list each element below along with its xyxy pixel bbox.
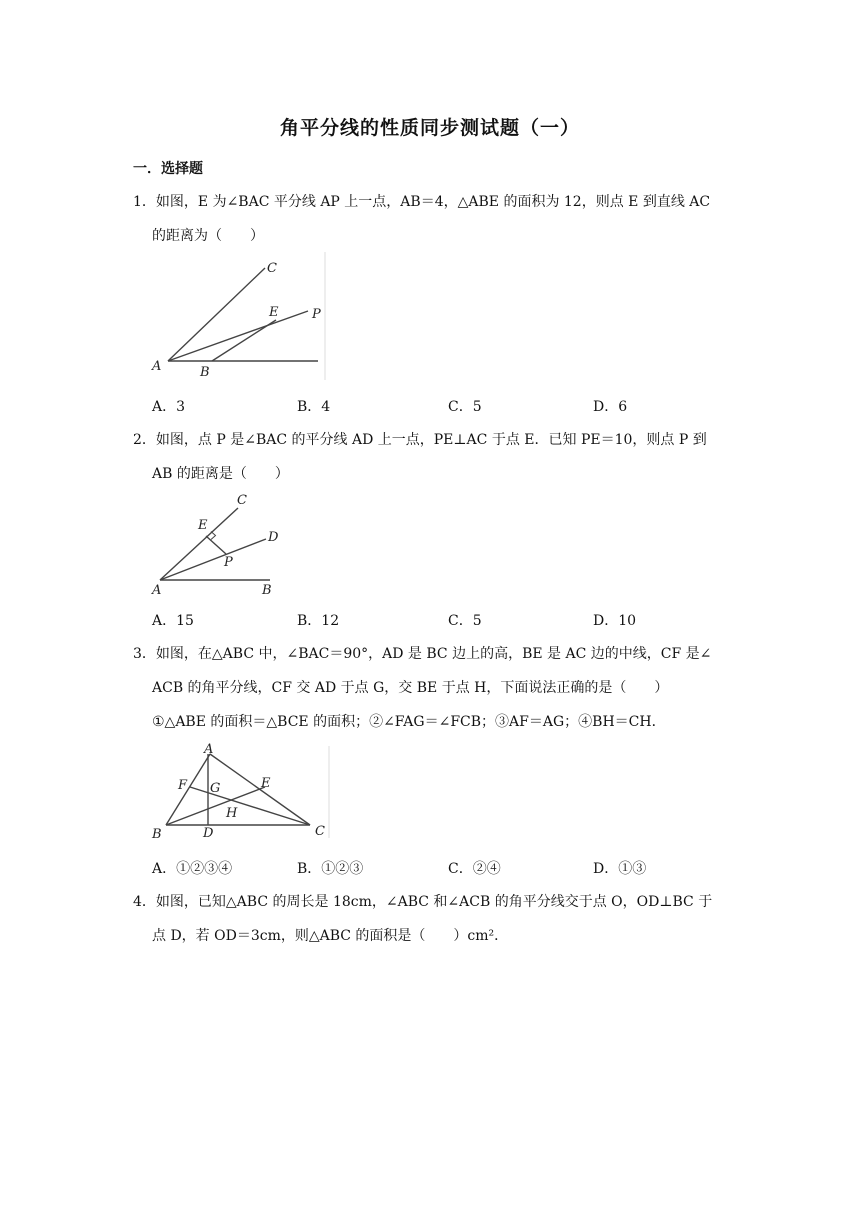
fig3-label-g: G (210, 781, 221, 796)
question-3-line-3: ①△ABE 的面积＝△BCE 的面积；②∠FAG＝∠FCB；③AF＝AG；④BH＝CH． (152, 714, 666, 730)
question-1-option-a[interactable]: A．3 (152, 399, 186, 415)
question-2-figure (150, 488, 290, 598)
question-3-option-c[interactable]: C．②④ (448, 861, 501, 877)
fig2-label-a: A (152, 583, 162, 598)
fig1-label-e: E (269, 305, 279, 320)
fig3-label-h: H (226, 806, 238, 821)
question-3-line-2: ACB 的角平分线，CF 交 AD 于点 G，交 BE 于点 H，下面说法正确的是（ ） (152, 680, 669, 696)
question-3-option-a[interactable]: A．①②③④ (152, 861, 233, 877)
question-2-line-2: AB 的距离是（ ） (152, 466, 289, 482)
fig2-label-b: B (262, 583, 272, 598)
question-3-option-b[interactable]: B．①②③ (297, 861, 364, 877)
question-3-figure (148, 742, 338, 842)
fig1-label-a: A (152, 359, 162, 374)
fig3-label-d: D (203, 826, 214, 841)
question-1-option-b[interactable]: B．4 (297, 399, 331, 415)
fig1-label-b: B (200, 365, 210, 380)
fig3-label-e: E (261, 776, 271, 791)
page-title: 角平分线的性质同步测试题（一） (279, 117, 580, 139)
question-3-line-1: 3．如图，在△ABC 中，∠BAC＝90°，AD 是 BC 边上的高，BE 是 AC 边的中线，CF 是∠ (133, 646, 712, 662)
fig3-label-b: B (152, 827, 162, 842)
question-4-line-2: 点 D，若 OD＝3cm，则△ABC 的面积是（ ）cm²． (152, 928, 509, 944)
fig1-label-c: C (267, 261, 277, 276)
question-2-option-c[interactable]: C．5 (448, 613, 482, 629)
fig2-label-d: D (268, 530, 279, 545)
question-2-option-d[interactable]: D．10 (593, 613, 637, 629)
fig1-label-p: P (312, 307, 321, 322)
question-3-option-d[interactable]: D．①③ (593, 861, 647, 877)
question-2-option-b[interactable]: B．12 (297, 613, 340, 629)
question-1-line-2: 的距离为（ ） (152, 228, 264, 244)
question-1-option-c[interactable]: C．5 (448, 399, 482, 415)
question-4-line-1: 4．如图，已知△ABC 的周长是 18cm，∠ABC 和∠ACB 的角平分线交于点 O，OD⊥BC 于 (133, 894, 713, 910)
question-2-option-a[interactable]: A．15 (152, 613, 194, 629)
fig2-label-c: C (237, 493, 247, 508)
fig3-label-f: F (178, 778, 188, 793)
question-1-figure (150, 252, 330, 382)
section-heading: 一．选择题 (133, 161, 203, 177)
fig3-label-c: C (315, 824, 325, 839)
fig3-label-a: A (204, 742, 214, 757)
question-1-line-1: 1．如图，E 为∠BAC 平分线 AP 上一点，AB＝4，△ABE 的面积为 12，则点 E 到直线 AC (133, 194, 711, 210)
fig2-label-e: E (198, 518, 208, 533)
question-1-option-d[interactable]: D．6 (593, 399, 628, 415)
fig2-label-p: P (224, 555, 233, 570)
question-2-line-1: 2．如图，点 P 是∠BAC 的平分线 AD 上一点，PE⊥AC 于点 E．已知 PE＝10，则点 P 到 (133, 432, 707, 448)
